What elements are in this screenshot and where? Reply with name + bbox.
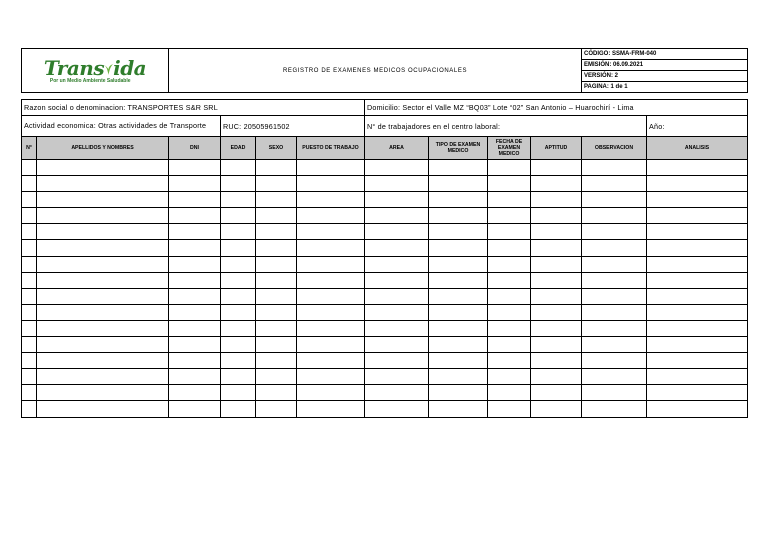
- cell-area[interactable]: [365, 256, 429, 272]
- table-row: [22, 240, 748, 256]
- cell-exam-type[interactable]: [429, 304, 488, 320]
- cell-number[interactable]: [22, 256, 37, 272]
- cell-number[interactable]: [22, 304, 37, 320]
- cell-analysis[interactable]: [647, 304, 748, 320]
- cell-number[interactable]: [22, 369, 37, 385]
- cell-sex[interactable]: [256, 353, 297, 369]
- cell-observation[interactable]: [582, 353, 647, 369]
- cell-number[interactable]: [22, 176, 37, 192]
- cell-dni[interactable]: [169, 401, 221, 417]
- cell-number[interactable]: [22, 385, 37, 401]
- cell-exam-date[interactable]: [488, 272, 531, 288]
- column-header-row: [22, 137, 748, 160]
- table-row: [22, 337, 748, 353]
- cell-dni[interactable]: [169, 288, 221, 304]
- cell-aptitude[interactable]: [531, 160, 582, 176]
- cell-analysis[interactable]: [647, 240, 748, 256]
- cell-observation[interactable]: [582, 272, 647, 288]
- cell-sex[interactable]: [256, 176, 297, 192]
- logo-cell: [22, 49, 169, 93]
- cell-area[interactable]: [365, 304, 429, 320]
- cell-analysis[interactable]: [647, 256, 748, 272]
- cell-full-name[interactable]: [37, 385, 169, 401]
- cell-exam-type[interactable]: [429, 176, 488, 192]
- form-sheet: [21, 48, 747, 418]
- cell-full-name[interactable]: [37, 401, 169, 417]
- company-logo: Trans ida Por un Medio Ambiente Saludable: [43, 55, 147, 84]
- cell-exam-date[interactable]: [488, 224, 531, 240]
- spacer-row: [22, 93, 748, 100]
- cell-age[interactable]: [221, 369, 256, 385]
- cell-sex[interactable]: [256, 337, 297, 353]
- cell-age[interactable]: [221, 224, 256, 240]
- table-row: [22, 176, 748, 192]
- year-field[interactable]: Año:: [647, 116, 748, 137]
- cell-analysis[interactable]: [647, 320, 748, 336]
- table-row: [22, 353, 748, 369]
- cell-number[interactable]: [22, 353, 37, 369]
- cell-area[interactable]: [365, 176, 429, 192]
- cell-sex[interactable]: [256, 192, 297, 208]
- cell-full-name[interactable]: [37, 160, 169, 176]
- cell-exam-date[interactable]: [488, 369, 531, 385]
- cell-full-name[interactable]: [37, 337, 169, 353]
- cell-age[interactable]: [221, 401, 256, 417]
- column-header-number: N°: [22, 137, 37, 160]
- cell-observation[interactable]: [582, 288, 647, 304]
- cell-aptitude[interactable]: [531, 401, 582, 417]
- cell-full-name[interactable]: [37, 369, 169, 385]
- cell-full-name[interactable]: [37, 192, 169, 208]
- column-header-area: AREA: [365, 137, 429, 160]
- cell-full-name[interactable]: [37, 353, 169, 369]
- cell-age[interactable]: [221, 208, 256, 224]
- cell-observation[interactable]: [582, 208, 647, 224]
- cell-area[interactable]: [365, 385, 429, 401]
- cell-exam-date[interactable]: [488, 401, 531, 417]
- cell-sex[interactable]: [256, 272, 297, 288]
- cell-exam-type[interactable]: [429, 288, 488, 304]
- cell-sex[interactable]: [256, 288, 297, 304]
- cell-aptitude[interactable]: [531, 304, 582, 320]
- workers-count-field[interactable]: N° de trabajadores en el centro laboral:: [365, 116, 647, 137]
- cell-observation[interactable]: [582, 304, 647, 320]
- table-row: [22, 288, 748, 304]
- cell-sex[interactable]: [256, 369, 297, 385]
- cell-aptitude[interactable]: [531, 272, 582, 288]
- cell-job-position[interactable]: [297, 272, 365, 288]
- cell-exam-date[interactable]: [488, 240, 531, 256]
- cell-number[interactable]: [22, 288, 37, 304]
- cell-area[interactable]: [365, 272, 429, 288]
- cell-age[interactable]: [221, 320, 256, 336]
- cell-job-position[interactable]: [297, 224, 365, 240]
- cell-dni[interactable]: [169, 224, 221, 240]
- cell-number[interactable]: [22, 320, 37, 336]
- table-row: [22, 192, 748, 208]
- cell-job-position[interactable]: [297, 160, 365, 176]
- cell-exam-date[interactable]: [488, 337, 531, 353]
- column-header-exam-date: FECHA DE EXAMEN MEDICO: [488, 137, 531, 160]
- cell-full-name[interactable]: [37, 208, 169, 224]
- cell-exam-date[interactable]: [488, 160, 531, 176]
- cell-dni[interactable]: [169, 240, 221, 256]
- doc-version: VERSIÓN: 2: [582, 71, 748, 82]
- cell-dni[interactable]: [169, 337, 221, 353]
- cell-age[interactable]: [221, 272, 256, 288]
- address-field[interactable]: Domicilio: Sector el Valle MZ “BQ03” Lote “02” San Antonio – Huarochirí - Lima: [365, 100, 748, 116]
- cell-area[interactable]: [365, 337, 429, 353]
- cell-sex[interactable]: [256, 160, 297, 176]
- cell-exam-date[interactable]: [488, 304, 531, 320]
- cell-sex[interactable]: [256, 208, 297, 224]
- cell-analysis[interactable]: [647, 160, 748, 176]
- cell-job-position[interactable]: [297, 288, 365, 304]
- table-row: [22, 208, 748, 224]
- cell-full-name[interactable]: [37, 288, 169, 304]
- cell-aptitude[interactable]: [531, 385, 582, 401]
- cell-observation[interactable]: [582, 385, 647, 401]
- cell-job-position[interactable]: [297, 176, 365, 192]
- cell-area[interactable]: [365, 208, 429, 224]
- cell-analysis[interactable]: [647, 272, 748, 288]
- cell-aptitude[interactable]: [531, 369, 582, 385]
- doc-emission: EMISIÓN: 06.09.2021: [582, 60, 748, 71]
- cell-dni[interactable]: [169, 304, 221, 320]
- cell-job-position[interactable]: [297, 208, 365, 224]
- cell-number[interactable]: [22, 272, 37, 288]
- cell-age[interactable]: [221, 192, 256, 208]
- cell-exam-date[interactable]: [488, 353, 531, 369]
- cell-exam-date[interactable]: [488, 176, 531, 192]
- cell-age[interactable]: [221, 337, 256, 353]
- cell-sex[interactable]: [256, 385, 297, 401]
- cell-number[interactable]: [22, 192, 37, 208]
- cell-aptitude[interactable]: [531, 240, 582, 256]
- table-row: [22, 385, 748, 401]
- cell-exam-type[interactable]: [429, 272, 488, 288]
- table-row: [22, 224, 748, 240]
- cell-age[interactable]: [221, 256, 256, 272]
- table-row: [22, 272, 748, 288]
- cell-aptitude[interactable]: [531, 208, 582, 224]
- cell-age[interactable]: [221, 353, 256, 369]
- cell-exam-date[interactable]: [488, 385, 531, 401]
- cell-analysis[interactable]: [647, 208, 748, 224]
- cell-exam-type[interactable]: [429, 369, 488, 385]
- cell-job-position[interactable]: [297, 320, 365, 336]
- cell-analysis[interactable]: [647, 176, 748, 192]
- cell-exam-type[interactable]: [429, 192, 488, 208]
- column-header-full-name: APELLIDOS Y NOMBRES: [37, 137, 169, 160]
- cell-number[interactable]: [22, 401, 37, 417]
- cell-exam-type[interactable]: [429, 240, 488, 256]
- cell-exam-type[interactable]: [429, 385, 488, 401]
- cell-observation[interactable]: [582, 240, 647, 256]
- cell-aptitude[interactable]: [531, 288, 582, 304]
- cell-area[interactable]: [365, 369, 429, 385]
- cell-dni[interactable]: [169, 369, 221, 385]
- cell-observation[interactable]: [582, 224, 647, 240]
- column-header-aptitude: APTITUD: [531, 137, 582, 160]
- table-row: [22, 160, 748, 176]
- cell-exam-date[interactable]: [488, 208, 531, 224]
- cell-job-position[interactable]: [297, 256, 365, 272]
- cell-aptitude[interactable]: [531, 176, 582, 192]
- cell-exam-date[interactable]: [488, 288, 531, 304]
- cell-dni[interactable]: [169, 272, 221, 288]
- cell-observation[interactable]: [582, 320, 647, 336]
- cell-observation[interactable]: [582, 337, 647, 353]
- cell-job-position[interactable]: [297, 337, 365, 353]
- table-row: [22, 401, 748, 417]
- cell-aptitude[interactable]: [531, 353, 582, 369]
- cell-job-position[interactable]: [297, 385, 365, 401]
- cell-number[interactable]: [22, 337, 37, 353]
- column-header-sex: SEXO: [256, 137, 297, 160]
- cell-number[interactable]: [22, 160, 37, 176]
- cell-exam-date[interactable]: [488, 256, 531, 272]
- cell-dni[interactable]: [169, 256, 221, 272]
- cell-dni[interactable]: [169, 192, 221, 208]
- cell-exam-type[interactable]: [429, 160, 488, 176]
- cell-dni[interactable]: [169, 385, 221, 401]
- cell-age[interactable]: [221, 304, 256, 320]
- cell-exam-type[interactable]: [429, 320, 488, 336]
- cell-full-name[interactable]: [37, 272, 169, 288]
- cell-job-position[interactable]: [297, 369, 365, 385]
- cell-aptitude[interactable]: [531, 256, 582, 272]
- cell-job-position[interactable]: [297, 192, 365, 208]
- cell-number[interactable]: [22, 224, 37, 240]
- company-name-field[interactable]: Razon social o denominacion: TRANSPORTES S&R SRL: [22, 100, 365, 116]
- cell-exam-type[interactable]: [429, 401, 488, 417]
- cell-exam-date[interactable]: [488, 320, 531, 336]
- form-title: REGISTRO DE EXAMENES MEDICOS OCUPACIONALES: [169, 49, 582, 93]
- leaf-icon: [104, 63, 113, 76]
- cell-analysis[interactable]: [647, 353, 748, 369]
- cell-observation[interactable]: [582, 160, 647, 176]
- cell-observation[interactable]: [582, 401, 647, 417]
- cell-analysis[interactable]: [647, 192, 748, 208]
- cell-analysis[interactable]: [647, 385, 748, 401]
- cell-dni[interactable]: [169, 353, 221, 369]
- cell-dni[interactable]: [169, 160, 221, 176]
- table-row: [22, 369, 748, 385]
- cell-sex[interactable]: [256, 224, 297, 240]
- cell-exam-date[interactable]: [488, 192, 531, 208]
- doc-page: PAGINA: 1 de 1: [582, 82, 748, 93]
- cell-exam-type[interactable]: [429, 353, 488, 369]
- cell-job-position[interactable]: [297, 240, 365, 256]
- cell-exam-type[interactable]: [429, 256, 488, 272]
- table-row: [22, 320, 748, 336]
- column-header-observation: OBSERVACION: [582, 137, 647, 160]
- cell-full-name[interactable]: [37, 224, 169, 240]
- cell-age[interactable]: [221, 288, 256, 304]
- cell-job-position[interactable]: [297, 353, 365, 369]
- table-row: [22, 256, 748, 272]
- cell-age[interactable]: [221, 385, 256, 401]
- cell-job-position[interactable]: [297, 304, 365, 320]
- cell-dni[interactable]: [169, 320, 221, 336]
- doc-code: CÓDIGO: SSMA-FRM-040: [582, 49, 748, 60]
- cell-observation[interactable]: [582, 176, 647, 192]
- cell-analysis[interactable]: [647, 401, 748, 417]
- cell-aptitude[interactable]: [531, 192, 582, 208]
- column-header-analysis: ANALISIS: [647, 137, 748, 160]
- cell-area[interactable]: [365, 224, 429, 240]
- column-header-exam-type: TIPO DE EXAMEN MEDICO: [429, 137, 488, 160]
- cell-full-name[interactable]: [37, 176, 169, 192]
- cell-aptitude[interactable]: [531, 320, 582, 336]
- cell-number[interactable]: [22, 208, 37, 224]
- cell-sex[interactable]: [256, 256, 297, 272]
- form-table: [21, 48, 748, 418]
- cell-sex[interactable]: [256, 304, 297, 320]
- cell-observation[interactable]: [582, 369, 647, 385]
- cell-area[interactable]: [365, 353, 429, 369]
- cell-area[interactable]: [365, 288, 429, 304]
- cell-dni[interactable]: [169, 208, 221, 224]
- cell-analysis[interactable]: [647, 369, 748, 385]
- activity-field[interactable]: Actividad economica: Otras actividades de Transporte: [22, 116, 221, 137]
- cell-area[interactable]: [365, 240, 429, 256]
- cell-observation[interactable]: [582, 192, 647, 208]
- ruc-field[interactable]: RUC: 20505961502: [221, 116, 365, 137]
- cell-age[interactable]: [221, 160, 256, 176]
- cell-exam-type[interactable]: [429, 208, 488, 224]
- cell-analysis[interactable]: [647, 288, 748, 304]
- cell-analysis[interactable]: [647, 224, 748, 240]
- cell-full-name[interactable]: [37, 304, 169, 320]
- column-header-job-position: PUESTO DE TRABAJO: [297, 137, 365, 160]
- cell-sex[interactable]: [256, 240, 297, 256]
- cell-area[interactable]: [365, 401, 429, 417]
- cell-full-name[interactable]: [37, 240, 169, 256]
- cell-area[interactable]: [365, 160, 429, 176]
- cell-number[interactable]: [22, 240, 37, 256]
- cell-dni[interactable]: [169, 176, 221, 192]
- cell-aptitude[interactable]: [531, 337, 582, 353]
- cell-area[interactable]: [365, 192, 429, 208]
- cell-observation[interactable]: [582, 256, 647, 272]
- cell-age[interactable]: [221, 240, 256, 256]
- cell-exam-type[interactable]: [429, 224, 488, 240]
- exam-records: [22, 160, 748, 418]
- cell-analysis[interactable]: [647, 337, 748, 353]
- cell-exam-type[interactable]: [429, 337, 488, 353]
- cell-aptitude[interactable]: [531, 224, 582, 240]
- cell-sex[interactable]: [256, 320, 297, 336]
- column-header-dni: DNI: [169, 137, 221, 160]
- cell-age[interactable]: [221, 176, 256, 192]
- cell-sex[interactable]: [256, 401, 297, 417]
- column-header-age: EDAD: [221, 137, 256, 160]
- cell-job-position[interactable]: [297, 401, 365, 417]
- cell-full-name[interactable]: [37, 320, 169, 336]
- cell-full-name[interactable]: [37, 256, 169, 272]
- table-row: [22, 304, 748, 320]
- cell-area[interactable]: [365, 320, 429, 336]
